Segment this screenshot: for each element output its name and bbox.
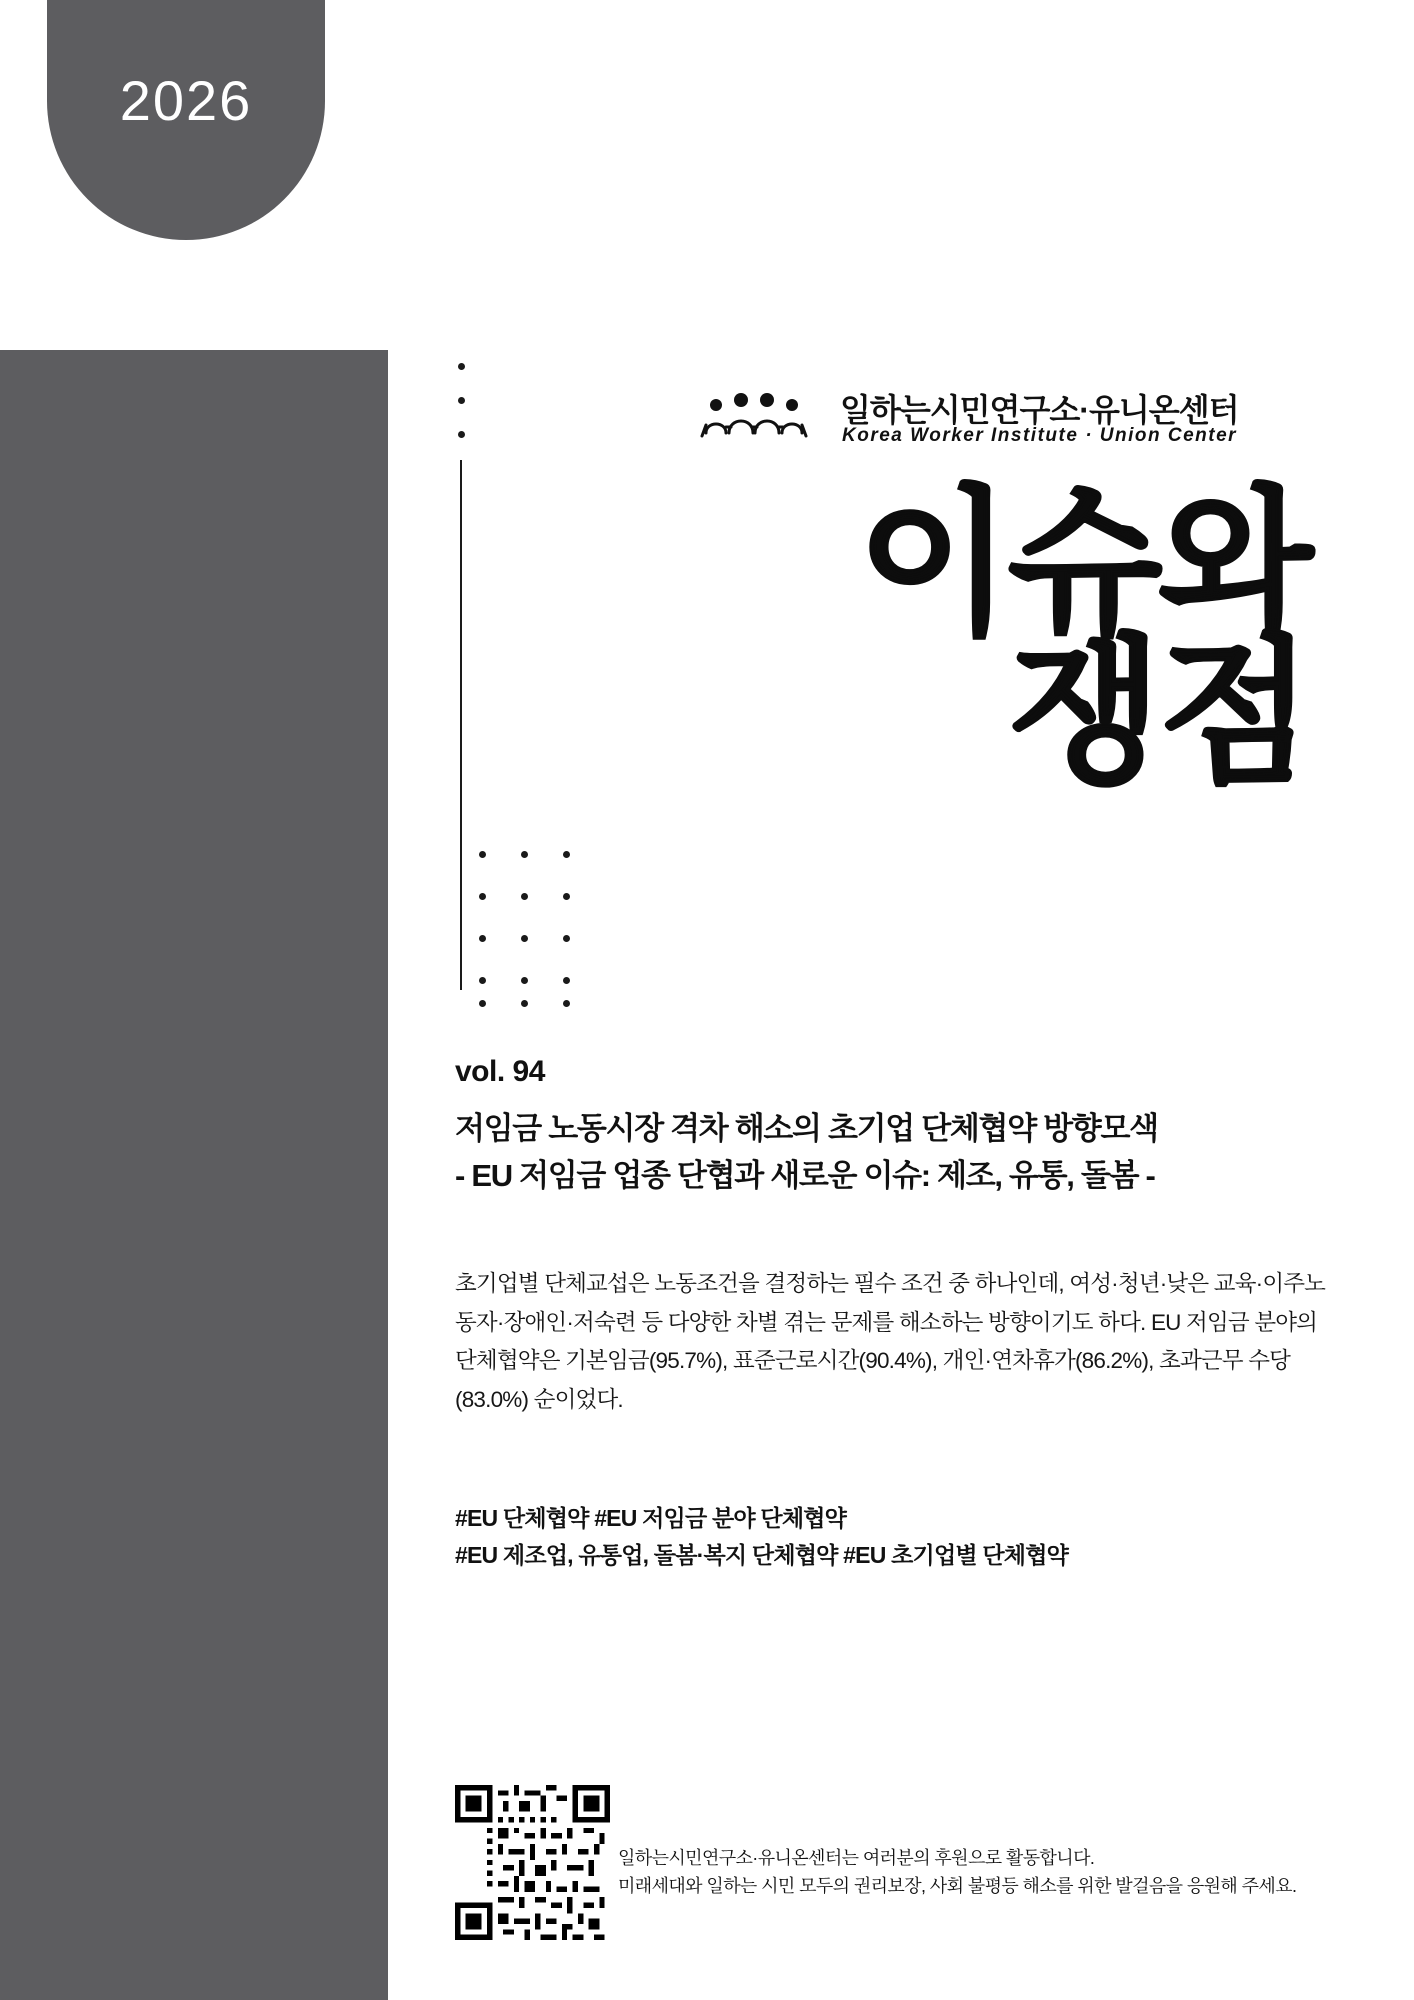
dot-decoration	[563, 851, 570, 858]
masthead	[857, 474, 1309, 802]
dot-decoration	[563, 893, 570, 900]
left-decorative-band	[0, 350, 388, 2000]
dot-decoration	[563, 1000, 570, 1007]
volume-number: vol. 94	[455, 1055, 545, 1088]
logo-korean-name: 일하는시민연구소·유니온센터	[840, 392, 1239, 428]
masthead-line-1: 이슈와	[857, 474, 1309, 653]
sponsorship-note-line-2: 미래세대와 일하는 시민 모두의 권리보장, 사회 불평등 해소를 위한 발걸음을 응원해 주세요.	[618, 1875, 1297, 1896]
dot-decoration	[458, 397, 465, 404]
page-title: 저임금 노동시장 격차 해소의 초기업 단체협약 방향모색	[455, 1111, 1158, 1146]
dot-decoration	[479, 935, 486, 942]
vertical-rule	[460, 460, 462, 990]
qr-code[interactable]	[455, 1785, 610, 1940]
organization-logo	[700, 385, 1300, 455]
dot-decoration	[479, 851, 486, 858]
abstract-text: 초기업별 단체교섭은 노동조건을 결정하는 필수 조건 중 하나인데, 여성·청년·낮은 교육·이주노동자·장애인·저숙련 등 다양한 차별 겪는 문제를 해소하는 방향이기도 하다. EU 저임금 분야의 단체협약은 기본임금(95.7%), 표준근로시간(90.4%), 개인·연차휴가(86.2%), 초과근무 수당(83.0%) 순이었다.	[455, 1271, 1326, 1413]
sponsorship-note-line-1: 일하는시민연구소·유니온센터는 여러분의 후원으로 활동합니다.	[618, 1848, 1095, 1868]
logo-english-name: Korea Worker Institute · Union Center	[842, 425, 1238, 446]
dot-decoration	[563, 977, 570, 984]
hashtag-line-1: #EU 단체협약 #EU 저임금 분야 단체협약	[455, 1505, 847, 1531]
year-label: 2026	[119, 69, 253, 132]
year-tab	[47, 0, 325, 240]
dot-decoration	[479, 977, 486, 984]
dot-decoration	[458, 363, 465, 370]
people-group-icon	[700, 391, 820, 446]
dot-decoration	[563, 935, 570, 942]
dot-decoration	[521, 977, 528, 984]
masthead-line-2: 쟁점	[1007, 622, 1309, 802]
hashtag-line-2: #EU 제조업, 유통업, 돌봄·복지 단체협약 #EU 초기업별 단체협약	[455, 1542, 1069, 1569]
dot-decoration	[479, 1000, 486, 1007]
hashtag-list	[455, 1500, 1355, 1575]
dot-decoration	[521, 851, 528, 858]
dot-decoration	[521, 935, 528, 942]
page-subtitle: - EU 저임금 업종 단협과 새로운 이슈: 제조, 유통, 돌봄 -	[455, 1158, 1155, 1193]
sponsorship-note	[618, 1845, 1358, 1901]
dot-decoration	[479, 893, 486, 900]
dot-decoration	[521, 893, 528, 900]
dot-decoration	[458, 431, 465, 438]
dot-decoration	[521, 1000, 528, 1007]
